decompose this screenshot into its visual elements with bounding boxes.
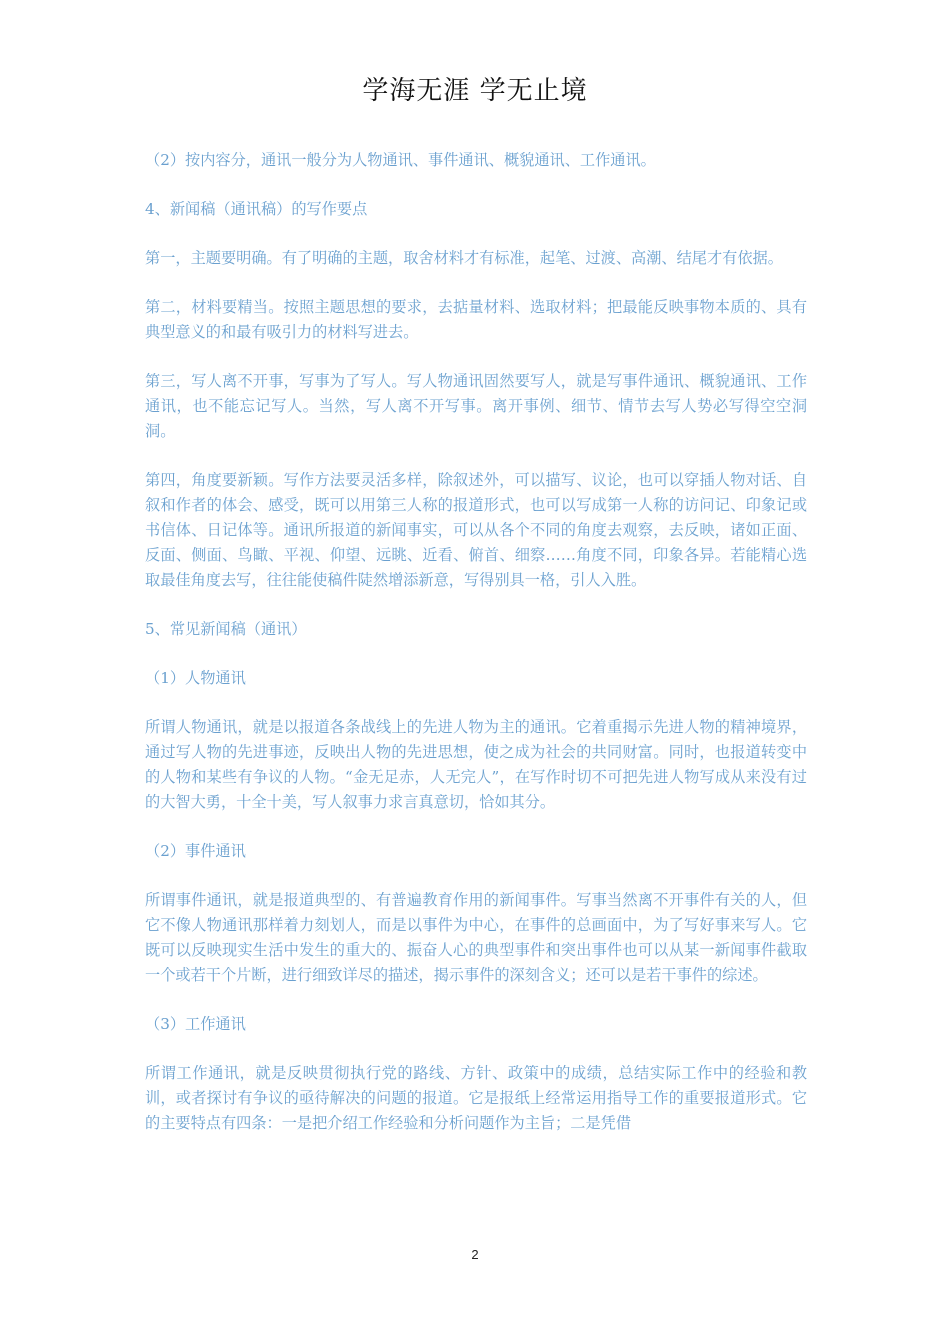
paragraph-classification: （2）按内容分，通讯一般分为人物通讯、事件通讯、概貌通讯、工作通讯。 — [145, 151, 656, 169]
document-body — [145, 148, 807, 1160]
paragraph-point-three: 第三，写人离不开事，写事为了写人。写人物通讯固然要写人，就是写事件通讯、概貌通讯、工作通讯，也不能忘记写人。当然，写人离不开写事。离开事例、细节、情节去写人势必写得空空洞洞。 — [145, 372, 807, 440]
section-heading-writing-points: 4、新闻稿（通讯稿）的写作要点 — [145, 200, 368, 218]
page-header-title: 学海无涯 学无止境 — [362, 76, 588, 106]
paragraph-point-two: 第二，材料要精当。按照主题思想的要求，去掂量材料、选取材料；把最能反映事物本质的、具有典型意义的和最有吸引力的材料写进去。 — [145, 298, 807, 341]
paragraph-point-four: 第四，角度要新颖。写作方法要灵活多样，除叙述外，可以描写、议论，也可以穿插人物对话、自叙和作者的体会、感受，既可以用第三人称的报道形式，也可以写成第一人称的访问记、印象记或书信体、日记体等。通讯所报道的新闻事实，可以从各个不同的角度去观察，去反映，诸如正面、反面、侧面、鸟瞰、平视、仰望、远眺、近看、俯首、细察……角度不同，印象各异。若能精心选取最佳角度去写，往往能使稿件陡然增添新意，写得别具一格，引人入胜。 — [145, 471, 807, 589]
paragraph-point-one: 第一，主题要明确。有了明确的主题，取舍材料才有标准，起笔、过渡、高潮、结尾才有依据。 — [145, 249, 783, 267]
section-heading-common-types: 5、常见新闻稿（通讯） — [145, 620, 307, 638]
page-number: 2 — [471, 1247, 479, 1262]
subheading-work-report: （3）工作通讯 — [145, 1015, 246, 1033]
paragraph-event-report: 所谓事件通讯，就是报道典型的、有普遍教育作用的新闻事件。写事当然离不开事件有关的人，但它不像人物通讯那样着力刻划人，而是以事件为中心，在事件的总画面中，为了写好事来写人。它既可以反映现实生活中发生的重大的、振奋人心的典型事件和突出事件也可以从某一新闻事件截取一个或若干个片断，进行细致详尽的描述，揭示事件的深刻含义；还可以是若干事件的综述。 — [145, 891, 807, 984]
subheading-person-report: （1）人物通讯 — [145, 669, 246, 687]
paragraph-person-report: 所谓人物通讯，就是以报道各条战线上的先进人物为主的通讯。它着重揭示先进人物的精神境界，通过写人物的先进事迹，反映出人物的先进思想，使之成为社会的共同财富。同时，也报道转变中的人物和某些有争议的人物。“金无足赤，人无完人”，在写作时切不可把先进人物写成从来没有过的大智大勇，十全十美，写人叙事力求言真意切，恰如其分。 — [145, 718, 807, 811]
subheading-event-report: （2）事件通讯 — [145, 842, 246, 860]
paragraph-work-report: 所谓工作通讯，就是反映贯彻执行党的路线、方针、政策中的成绩，总结实际工作中的经验和教训，或者探讨有争议的亟待解决的问题的报道。它是报纸上经常运用指导工作的重要报道形式。它的主要特点有四条：一是把介绍工作经验和分析问题作为主旨；二是凭借 — [145, 1064, 807, 1132]
